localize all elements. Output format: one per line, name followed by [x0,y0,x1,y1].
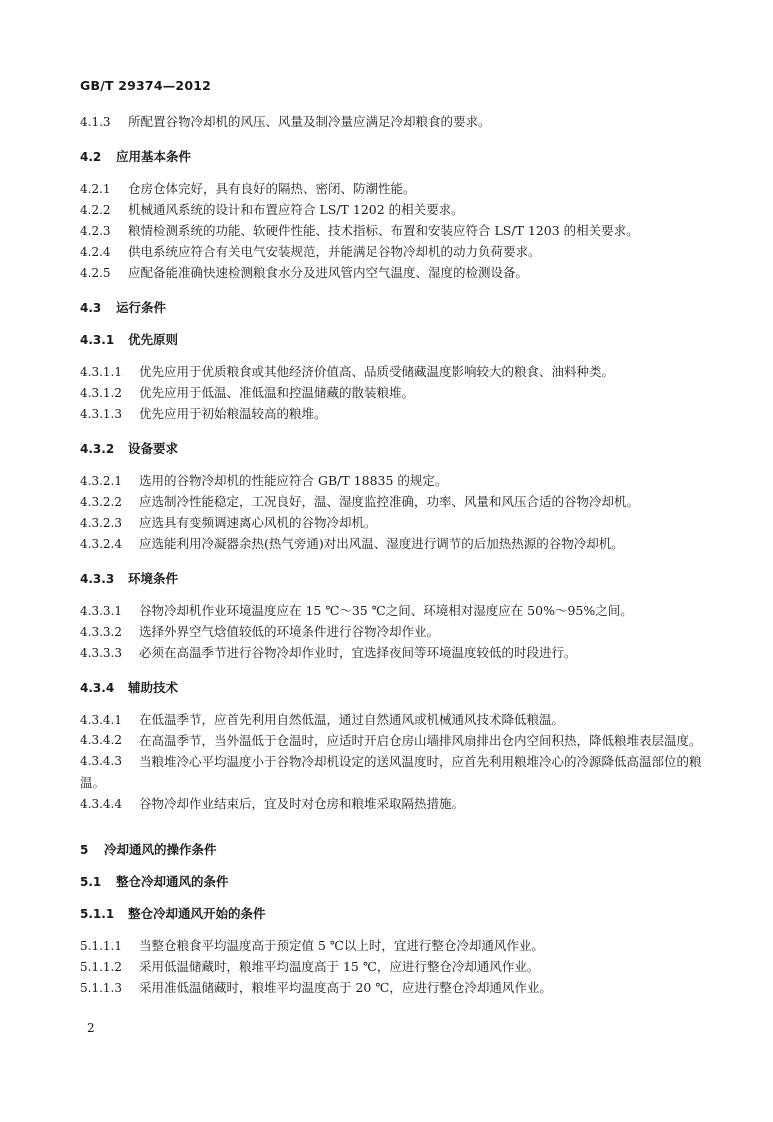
clause-text: 选用的谷物冷却机的性能应符合 GB/T 18835 的规定。 [139,473,448,488]
clause-4-3-1-3 [80,403,720,424]
clause-4-2-3 [80,220,720,241]
clause-text: 应选制冷性能稳定，工况良好，温、湿度监控准确，功率、风量和风压合适的谷物冷却机。 [139,494,640,509]
clause-5-1-1-3 [80,977,720,998]
clause-4-3-3-3 [80,642,720,663]
clause-4-3-4-3 [80,751,720,793]
clause-number: 4.3.2.4 [80,537,122,551]
clause-text: 谷物冷却机作业环境温度应在 15 ℃～35 ℃之间、环境相对湿度应在 50%～95%之间。 [139,603,633,618]
chapter-title: 冷却通风的操作条件 [104,842,217,857]
clause-4-1-3 [80,111,720,132]
chapter-5-heading [80,839,720,860]
section-number: 5.1.1 [80,907,115,921]
clause-4-2-4 [80,241,720,262]
section-4-3-2-heading [80,438,720,459]
clause-4-3-1-1 [80,361,720,382]
section-title: 运行条件 [116,300,167,315]
clause-text: 应选具有变频调速离心风机的谷物冷却机。 [139,515,377,530]
clause-text: 采用准低温储藏时，粮堆平均温度高于 20 ℃，应进行整仓冷却通风作业。 [139,980,552,995]
section-number: 4.3.3 [80,572,115,586]
clause-number: 4.3.4.2 [80,733,122,747]
clause-number: 4.3.2.3 [80,516,122,530]
clause-text: 粮情检测系统的功能、软硬件性能、技术指标、布置和安装应符合 LS/T 1203 的相关要求。 [128,223,639,238]
clause-text: 所配置谷物冷却机的风压、风量及制冷量应满足冷却粮食的要求。 [128,114,491,129]
clause-number: 5.1.1.3 [80,981,122,995]
clause-number: 5.1.1.2 [80,960,122,974]
section-title: 整仓冷却通风的条件 [116,874,229,889]
clause-4-3-3-2 [80,621,720,642]
clause-text: 应配备能准确快速检测粮食水分及进风管内空气温度、湿度的检测设备。 [128,265,529,280]
clause-number: 4.3.1.1 [80,365,122,379]
clause-number: 4.1.3 [80,115,111,129]
clause-number: 4.3.3.2 [80,625,122,639]
document-header: GB/T 29374—2012 [80,78,212,93]
section-4-3-4-heading [80,677,720,698]
clause-4-3-2-1 [80,470,720,491]
section-title: 优先原则 [128,332,179,347]
clause-text: 必须在高温季节进行谷物冷却作业时，宜选择夜间等环境温度较低的时段进行。 [139,645,577,660]
clause-text: 选择外界空气焓值较低的环境条件进行谷物冷却作业。 [139,624,440,639]
clause-4-3-2-2 [80,491,720,512]
clause-4-2-1 [80,178,720,199]
chapter-number: 5 [80,843,89,857]
section-4-3-3-heading [80,568,720,589]
clause-text: 应选能利用冷凝器余热(热气旁通)对出风温、湿度进行调节的后加热热源的谷物冷却机。 [139,536,624,551]
clause-number: 4.3.2.2 [80,495,122,509]
clause-number: 4.2.3 [80,224,111,238]
section-5-1-heading [80,871,720,892]
clause-number: 4.3.3.3 [80,646,122,660]
clause-number: 4.3.2.1 [80,474,122,488]
clause-number: 4.2.2 [80,203,111,217]
clause-4-2-2 [80,199,720,220]
clause-text: 优先应用于初始粮温较高的粮堆。 [139,406,327,421]
section-title: 应用基本条件 [116,149,192,164]
section-number: 5.1 [80,875,102,889]
section-number: 4.3.2 [80,442,115,456]
section-title: 辅助技术 [128,680,179,695]
document-body [80,111,720,998]
clause-text: 仓房仓体完好，具有良好的隔热、密闭、防潮性能。 [128,181,416,196]
section-4-3-1-heading [80,329,720,350]
clause-text: 当粮堆冷心平均温度小于谷物冷却机设定的送风温度时，应首先利用粮堆冷心的冷源降低高温部位的粮温。 [80,754,702,790]
clause-text: 在低温季节，应首先利用自然低温，通过自然通风或机械通风技术降低粮温。 [139,712,565,727]
section-number: 4.2 [80,150,102,164]
section-title: 整仓冷却通风开始的条件 [128,906,266,921]
clause-text: 供电系统应符合有关电气安装规范，并能满足谷物冷却机的动力负荷要求。 [128,244,541,259]
clause-number: 4.2.4 [80,245,111,259]
page-number: 2 [87,1021,95,1035]
clause-4-3-2-4 [80,533,720,554]
clause-4-3-1-2 [80,382,720,403]
section-number: 4.3.4 [80,681,115,695]
section-4-3-heading [80,297,720,318]
clause-text: 在高温季节，当外温低于仓温时，应适时开启仓房山墙排风扇排出仓内空间积热，降低粮堆表层温度。 [139,733,702,748]
clause-4-3-4-4 [80,793,720,814]
section-5-1-1-heading [80,903,720,924]
clause-number: 4.3.4.1 [80,713,122,727]
clause-text: 优先应用于优质粮食或其他经济价值高、品质受储藏温度影响较大的粮食、油料种类。 [139,364,615,379]
clause-text: 谷物冷却作业结束后，宜及时对仓房和粮堆采取隔热措施。 [139,796,465,811]
clause-number: 4.2.5 [80,266,111,280]
clause-number: 5.1.1.1 [80,939,122,953]
section-number: 4.3.1 [80,333,115,347]
clause-text: 机械通风系统的设计和布置应符合 LS/T 1202 的相关要求。 [128,202,464,217]
section-4-2-heading [80,146,720,167]
clause-number: 4.3.3.1 [80,604,122,618]
section-number: 4.3 [80,301,102,315]
clause-text: 当整仓粮食平均温度高于预定值 5 ℃以上时，宜进行整仓冷却通风作业。 [139,938,544,953]
clause-number: 4.3.1.3 [80,407,122,421]
section-title: 环境条件 [128,571,179,586]
clause-text: 采用低温储藏时，粮堆平均温度高于 15 ℃，应进行整仓冷却通风作业。 [139,959,540,974]
clause-number: 4.2.1 [80,182,111,196]
clause-4-3-4-2 [80,730,720,751]
clause-4-2-5 [80,262,720,283]
clause-number: 4.3.1.2 [80,386,122,400]
clause-number: 4.3.4.4 [80,797,122,811]
clause-4-3-2-3 [80,512,720,533]
section-title: 设备要求 [128,441,179,456]
clause-text: 优先应用于低温、准低温和控温储藏的散装粮堆。 [139,385,415,400]
clause-5-1-1-1 [80,935,720,956]
clause-number: 4.3.4.3 [80,754,122,768]
clause-5-1-1-2 [80,956,720,977]
clause-4-3-4-1 [80,709,720,730]
clause-4-3-3-1 [80,600,720,621]
